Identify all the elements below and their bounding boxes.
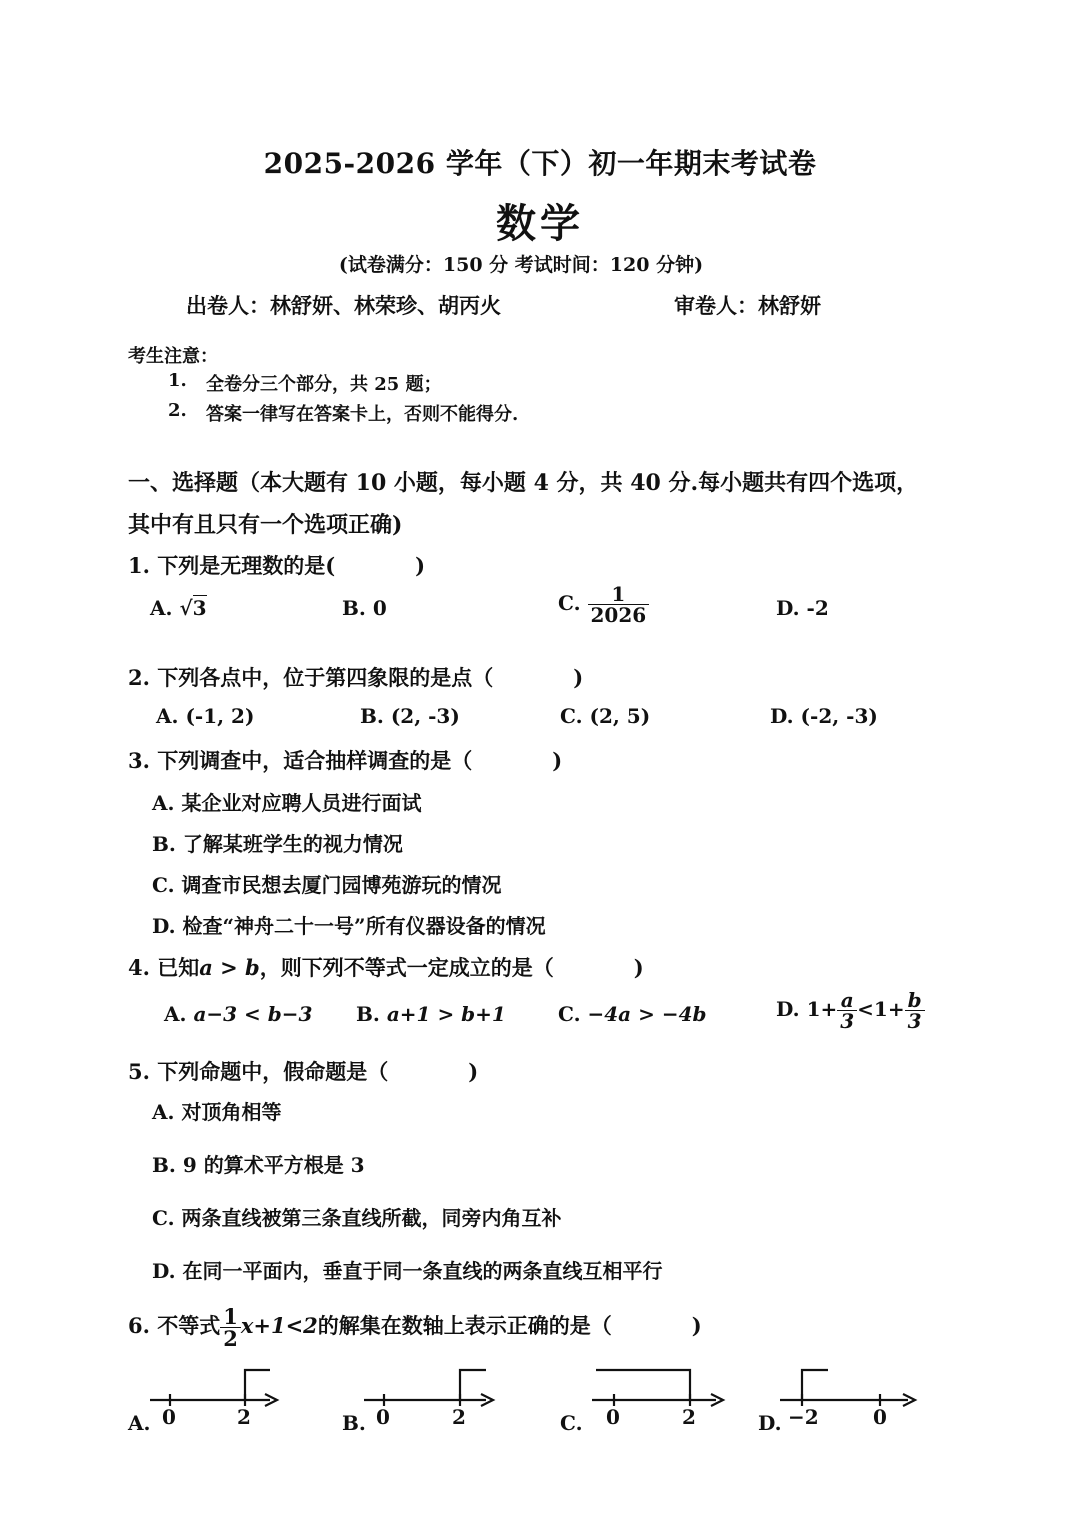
q6-frac-num: 1 (223, 1304, 238, 1329)
q2-option-d[interactable]: D. (-2, -3) (770, 704, 878, 728)
notice-item-2: 答案一律写在答案卡上，否则不能得分. (206, 404, 519, 425)
q5-option-b[interactable]: B. 9 的算术平方根是 3 (152, 1153, 365, 1177)
q4-stem-math: a > b (199, 955, 260, 980)
q3-option-b[interactable]: B. 了解某班学生的视力情况 (152, 832, 403, 856)
q4-close: ) (633, 955, 644, 980)
solution-bracket (596, 1370, 690, 1400)
q1-option-d[interactable]: D. -2 (776, 596, 829, 620)
q4-d-mid: <1+ (857, 997, 905, 1021)
notice-item-1: 全卷分三个部分，共 25 题； (206, 374, 442, 395)
q6-option-a[interactable] (120, 1360, 320, 1440)
q6-b-tick-2: 2 (452, 1405, 466, 1429)
q4-b-math: a+1 > b+1 (386, 1002, 506, 1026)
q4-stem (128, 952, 644, 982)
q3-stem-text: 3. 下列调查中，适合抽样调查的是（ (128, 748, 473, 773)
q5-option-d[interactable]: D. 在同一平面内，垂直于同一条直线的两条直线互相平行 (152, 1259, 663, 1283)
q4-d-frac-a (837, 990, 857, 1031)
q6-c-tick-0: 0 (606, 1405, 620, 1429)
q4-d-pre: 1+ (806, 997, 838, 1021)
q1-option-a[interactable] (150, 596, 207, 620)
sqrt-symbol: √ (179, 596, 193, 620)
q6-option-b[interactable] (340, 1360, 540, 1440)
exam-title: 2025-2026 学年（下）初一年期末考试卷 (263, 147, 817, 180)
q4-d-frac-b (905, 990, 925, 1031)
q1-a-value: 3 (192, 596, 207, 620)
q2-option-b[interactable]: B. (2, -3) (360, 704, 460, 728)
q1-a-label: A. (150, 596, 173, 620)
q4-option-d[interactable] (776, 990, 925, 1031)
notice-heading: 考生注意： (128, 346, 218, 367)
q5-option-a[interactable]: A. 对顶角相等 (152, 1100, 282, 1124)
q6-stem-fraction (220, 1306, 241, 1349)
q1-c-label: C. (558, 591, 581, 615)
q6-frac-den: 2 (220, 1327, 241, 1349)
q4-stem-post: ，则下列不等式一定成立的是（ (259, 955, 554, 980)
q6-d-tick-neg2: −2 (788, 1405, 819, 1429)
q6-b-tick-0: 0 (376, 1405, 390, 1429)
q6-c-tick-2: 2 (682, 1405, 696, 1429)
q2-stem (128, 662, 583, 692)
q6-close: ) (691, 1313, 702, 1338)
q4-b-label: B. (356, 1002, 380, 1026)
q4-d-num-b: b (907, 988, 922, 1012)
q6-d-tick-0: 0 (873, 1405, 887, 1429)
q2-stem-text: 2. 下列各点中，位于第四象限的是点（ (128, 665, 494, 690)
q4-c-math: −4a > −4b (587, 1002, 707, 1026)
q5-stem (128, 1056, 478, 1086)
q4-d-den-a: 3 (837, 1010, 857, 1031)
q4-d-num-a: a (840, 988, 854, 1012)
q3-stem (128, 745, 562, 775)
q6-option-c[interactable] (556, 1360, 736, 1440)
q3-option-c[interactable]: C. 调查市民想去厦门园博苑游玩的情况 (152, 873, 502, 897)
exam-authors: 出卷人：林舒妍、林荣珍、胡丙火 (186, 293, 501, 318)
notice-item-2-num: 2. (168, 400, 187, 421)
q6-stem (128, 1306, 702, 1349)
q4-a-label: A. (164, 1002, 187, 1026)
q4-c-label: C. (558, 1002, 581, 1026)
q3-close: ) (552, 748, 563, 773)
q4-stem-pre: 4. 已知 (128, 955, 200, 980)
q6-a-tick-2: 2 (237, 1405, 251, 1429)
q4-a-math: a−3 < b−3 (193, 1002, 313, 1026)
q3-option-a[interactable]: A. 某企业对应聘人员进行面试 (152, 791, 422, 815)
q6-option-d[interactable] (754, 1360, 944, 1440)
q1-c-numerator: 1 (611, 582, 626, 606)
q1-stem-text: 1. 下列是无理数的是( (128, 553, 336, 578)
q4-option-a[interactable] (164, 1002, 312, 1026)
q5-stem-text: 5. 下列命题中，假命题是（ (128, 1059, 389, 1084)
q2-option-c[interactable]: C. (2, 5) (560, 704, 651, 728)
q3-option-d[interactable]: D. 检查“神舟二十一号”所有仪器设备的情况 (152, 914, 546, 938)
q2-close: ) (573, 665, 584, 690)
q4-d-label: D. (776, 997, 800, 1021)
q6-stem-math: x+1<2 (240, 1313, 318, 1338)
q1-stem (128, 550, 425, 580)
notice-item-1-num: 1. (168, 370, 187, 391)
q1-option-b[interactable]: B. 0 (342, 596, 387, 620)
solution-bracket (802, 1370, 828, 1400)
q6-stem-post: 的解集在数轴上表示正确的是（ (317, 1313, 612, 1338)
exam-reviewer: 审卷人：林舒妍 (674, 293, 821, 318)
q6-a-tick-0: 0 (162, 1405, 176, 1429)
q5-close: ) (468, 1059, 479, 1084)
q1-close: ) (415, 553, 426, 578)
q4-d-den-b: 3 (905, 1010, 925, 1031)
section1-heading-line2: 其中有且只有一个选项正确) (128, 512, 403, 538)
section1-heading-line1: 一、选择题（本大题有 10 小题，每小题 4 分，共 40 分.每小题共有四个选项， (128, 470, 919, 496)
q6-stem-pre: 6. 不等式 (128, 1313, 221, 1338)
q5-option-c[interactable]: C. 两条直线被第三条直线所截，同旁内角互补 (152, 1206, 562, 1230)
q2-option-a[interactable]: A. (-1, 2) (156, 704, 255, 728)
q4-option-c[interactable] (558, 1002, 706, 1026)
exam-meta: (试卷满分：150 分 考试时间：120 分钟) (338, 254, 704, 276)
q6-a-label: A. (128, 1411, 151, 1435)
q1-option-c[interactable] (558, 584, 649, 625)
q1-c-denominator: 2026 (588, 604, 650, 625)
q6-d-label: D. (758, 1411, 782, 1435)
exam-subject: 数学 (496, 200, 584, 247)
q1-c-fraction (588, 584, 650, 625)
q6-b-label: B. (342, 1411, 366, 1435)
q4-option-b[interactable] (356, 1002, 506, 1026)
q6-c-label: C. (560, 1411, 583, 1435)
